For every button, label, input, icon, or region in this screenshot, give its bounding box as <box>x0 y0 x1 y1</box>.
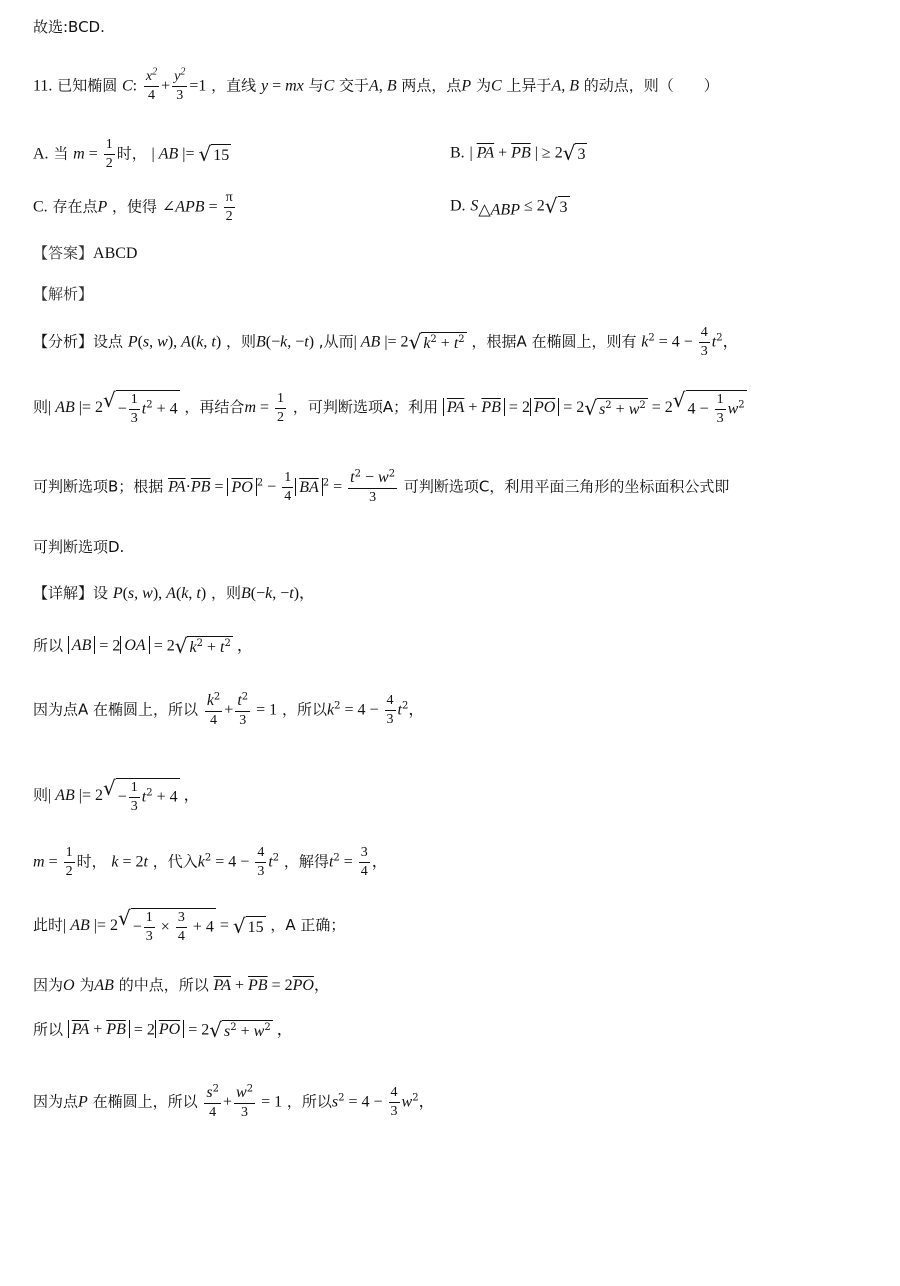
detail-line-6: 此时| AB |= 2 √ − $\frac{1}{3}$ × $\frac{3}{4}$ + 4 = √ 15 ，A 正确； <box>33 906 346 944</box>
option-a: A. 当 m = $\frac{1}{2}$ 时， | AB |= √ 15 <box>33 137 230 171</box>
header-line <box>33 18 105 36</box>
analysis-line-3: 可判断选项B；根据 $\overline{PA}\cdot\overline{PB} = \overline{PO}$ $^2$ − $\frac{1}{4}$ $\overline{BA}$ $^2$ = $\frac{t^2 - w^2}{3}$ 可判断选项C，利用平面三角形的坐标面积公式即 <box>33 468 730 505</box>
question-stem: 11. 已知椭圆 C: $\frac{x^2}{4}$ + $\frac{y^2}{3}$ =1 ，直线 y = mx 与C 交于A, B 两点，点P 为C 上异于A, B 的动点，则（ ） <box>33 66 719 103</box>
analysis-line-2: 则| AB |= 2 √ − $\frac{1}{3}$ $t^2 + 4$ ，再结合m = $\frac{1}{2}$ ，可判断选项A；利用 $\overline{PA} + \overline{PB} = 2$ $\overline{PO} = 2$ √ $s^2 + w^2$ = 2 √ 4 − $\frac{1}{3}$ $w^2$ <box>33 388 745 426</box>
answer-line <box>33 244 137 263</box>
detail-line-7: 因为O 为AB 的中点，所以 $\overline{PA} + \overline{PB} = 2\overline{PO}$， <box>33 976 330 994</box>
detail-line-2: 所以 AB = 2 OA = 2 √ $k^2 + t^2$ ， <box>33 634 253 658</box>
detail-line-5: m = $\frac{1}{2}$ 时， k = 2t ，代入$k^2 = 4$ − $\frac{4}{3}$ $t^2$ ，解得$t^2$ = $\frac{3}{4}$ ， <box>33 845 388 879</box>
option-c: C. 存在点P ，使得 ∠APB = $\frac{\pi}{2}$ <box>33 190 233 224</box>
detail-line-4: 则| AB |= 2 √ − $\frac{1}{3}$ $t^2 + 4$ ， <box>33 776 200 814</box>
option-b: B. | $\overline{PA} + \overline{PB}$ | ≥ 2 √ 3 <box>450 141 586 165</box>
answer-value: ABCD <box>93 245 138 262</box>
analysis-line-4: 可判断选项D. <box>33 538 125 556</box>
question-number: 11. <box>33 77 53 95</box>
detail-line-1: 【详解】设 P(s, w), A(k, t) ，则B(−k, −t)， <box>33 584 316 602</box>
prev-answer-text: 故选:BCD. <box>33 18 105 36</box>
option-d: D. $S_{\triangle ABP} \le 2$ √ 3 <box>450 194 568 219</box>
detail-line-8: 所以 $\overline{PA} + \overline{PB} = 2$ $\overline{PO} = 2$ √ $s^2 + w^2$ ， <box>33 1018 293 1042</box>
answer-label: 【答案】 <box>33 244 94 262</box>
analysis-line-1: 【分析】设点 P(s, w), A(k, t) ，则B(−k, −t) ,从而| AB |= 2 √ $k^2 + t^2$ ，根据A 在椭圆上，则有 $k^2 = 4$ − $\frac{4}{3}$ $t^2$， <box>33 325 739 359</box>
ellipse-equation: C <box>121 77 133 95</box>
analysis-label: 【解析】 <box>33 285 94 303</box>
detail-line-3: 因为点A 在椭圆上，所以 $\frac{k^2}{4}$ + $\frac{t^2}{3}$ = 1 ，所以$k^2 = 4$ − $\frac{4}{3}$ $t^2$， <box>33 691 425 728</box>
detail-line-9: 因为点P 在椭圆上，所以 $\frac{s^2}{4}$ + $\frac{w^2}{3}$ = 1 ，所以$s^2 = 4$ − $\frac{4}{3}$ $w^2$， <box>33 1083 435 1120</box>
